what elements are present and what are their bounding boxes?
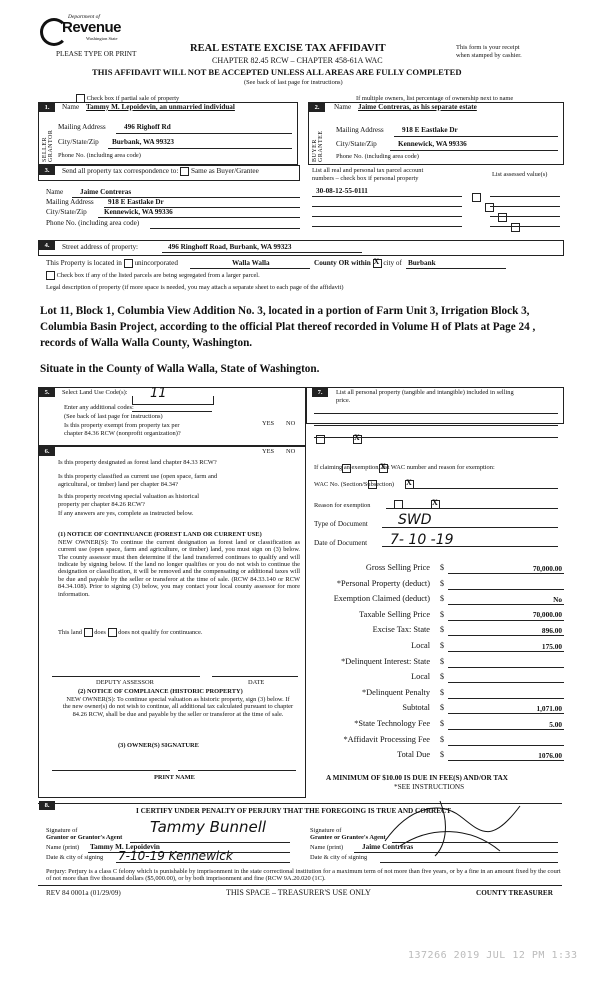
legal-label: Legal description of property (if more space is needed, you may attach a separate sheet to each page of the affidavit) [46, 284, 344, 291]
section-1-number: 1. [39, 103, 55, 112]
receipt-note-1: This form is your receipt [456, 44, 520, 51]
exempt-q1: Is this property exempt from property tax per [64, 422, 180, 429]
exempt-yes-label: YES [262, 420, 275, 427]
fee-label-2: Exemption Claimed (deduct) [333, 594, 430, 604]
notice-compliance-title: (2) NOTICE OF COMPLIANCE (HISTORIC PROPERTY) [78, 688, 243, 695]
fee-value-12[interactable]: 1076.00 [538, 750, 562, 760]
legal-description: Lot 11, Block 1, Columbia View Addition No. 3, located in a portion of Farm Unit 3, Irrigation Block 3, Columbia Basin Project, according to the official Plat thereof recorded in Volume H of Plats at Page 24 , records of Walla Walla County, Washington. [40, 305, 536, 350]
fee-dollar-1: $ [440, 578, 444, 588]
fee-value-10[interactable]: 5.00 [549, 719, 562, 729]
segregated-checkbox[interactable] [46, 271, 55, 280]
tax-mailing[interactable]: 918 E Eastlake Dr [108, 198, 164, 206]
section-3-number: 3. [39, 166, 55, 175]
fee-value-3[interactable]: 70,000.00 [532, 610, 562, 620]
dor-logo [40, 14, 120, 44]
section-2-number: 2. [309, 103, 325, 112]
fee-label-11: *Affidavit Processing Fee [343, 734, 430, 744]
fee-value-2[interactable]: No [553, 594, 562, 604]
tax-name[interactable]: Jaime Contreras [80, 188, 132, 196]
parcel-list-label-1: List all real and personal tax parcel account [312, 167, 424, 174]
parcel-checkbox-1[interactable] [472, 193, 481, 202]
exempt-no-label: NO [286, 420, 296, 427]
assessed-value-label: List assessed value(s) [492, 171, 548, 178]
land-use-value[interactable]: 11 [150, 386, 167, 401]
grantee-name-label: Name (print) [310, 844, 344, 851]
buyer-mailing-label: Mailing Address [336, 126, 384, 134]
personal-property-label-1: List all personal property (tangible and intangible) included in selling [336, 389, 514, 396]
grantee-sig-label-1: Signature of [310, 827, 342, 834]
logo-main: Revenue [62, 19, 122, 36]
fee-value-5[interactable]: 175.00 [541, 641, 562, 651]
partial-sale-row[interactable]: Check box if partial sale of property [76, 94, 179, 103]
tax-name-label: Name [46, 188, 64, 196]
section-7-number: 7. [312, 388, 328, 397]
land-does-not-checkbox[interactable] [108, 628, 117, 637]
current-use-q1: Is this property classified as current use (open space, farm and [58, 473, 218, 480]
notice-continuance-title: (1) NOTICE OF CONTINUANCE (FOREST LAND OR CURRENT USE) [58, 531, 262, 538]
fee-value-9[interactable]: 1,071.00 [536, 703, 562, 713]
section-4-number: 4. [39, 241, 55, 250]
current-use-q2: agricultural, or timber) land per chapter 84.34? [58, 481, 178, 488]
see-back-5: (See back of last page for instructions) [64, 413, 163, 420]
located-row: This Property is located in unincorporated [46, 259, 178, 268]
unincorporated-checkbox[interactable] [124, 259, 133, 268]
city-name[interactable]: Burbank [408, 259, 436, 267]
notice-compliance-body: NEW OWNER(S): To continue special valuation as historic property, sign (3) below. If the new owner(s) do not wish to continue, all additional tax calculated pursuant to chapter 84.26 RCW, shall be due and payable by the seller or transferor at the time of sale. [62, 696, 294, 718]
rev-number: REV 84 0001a (01/29/09) [46, 889, 121, 897]
buyer-city[interactable]: Kennewick, WA 99336 [398, 140, 467, 148]
fee-label-9: Subtotal [402, 703, 430, 713]
seller-phone-label: Phone No. (including area code) [58, 152, 141, 159]
seller-vertical-label: SELLER GRANTOR [42, 129, 54, 162]
grantor-date-label: Date & city of signing [46, 854, 104, 861]
doc-date-label: Date of Document [314, 539, 368, 547]
logo-dept: Department of [68, 14, 100, 20]
fee-label-3: Taxable Selling Price [359, 609, 430, 619]
perjury-statement: Perjury: Perjury is a class C felony which is punishable by imprisonment in the state correctional institution for a maximum term of not more than five years, or by a fine in an amount fixed by the court of not more than five thousand dollars ($5,000.00), or by both imprisonment and fine (RCW 9A.20.020 (1C). [46, 868, 561, 883]
grantor-name[interactable]: Tammy M. Lepoidevin [90, 843, 160, 851]
buyer-city-label: City/State/Zip [336, 140, 377, 148]
fee-label-4: Excise Tax: State [372, 625, 430, 635]
type-or-print: PLEASE TYPE OR PRINT [56, 50, 137, 58]
grantor-date-value[interactable]: 7-10-19 Kennewick [118, 849, 233, 863]
seller-mailing-label: Mailing Address [58, 123, 106, 131]
personal-property-label-2: price. [336, 397, 351, 404]
multiple-owners-note: If multiple owners, list percentage of ownership next to name [356, 95, 514, 102]
doc-type-value[interactable]: SWD [398, 512, 432, 528]
owner-signature-label: (3) OWNER(S) SIGNATURE [118, 742, 199, 749]
form-title: REAL ESTATE EXCISE TAX AFFIDAVIT [190, 43, 386, 54]
seller-city[interactable]: Burbank, WA 99323 [112, 138, 174, 146]
grantor-sig-label-1: Signature of [46, 827, 78, 834]
land-use-label: Select Land Use Code(s): [62, 389, 128, 396]
parcel-checkbox-3[interactable] [498, 213, 507, 222]
certify-statement: I CERTIFY UNDER PENALTY OF PERJURY THAT THE FOREGOING IS TRUE AND CORRECT [136, 807, 451, 815]
fee-dollar-7: $ [440, 672, 444, 682]
buyer-vertical-label: BUYER GRANTEE [312, 130, 324, 162]
s6-yes-label: YES [262, 448, 275, 455]
parcel-number[interactable]: 30-08-12-55-0111 [316, 187, 368, 195]
fee-value-4[interactable]: 896.00 [541, 625, 562, 635]
see-back-note: (See back of last page for instructions) [244, 79, 343, 86]
grantee-name[interactable]: Jaime Contreras [362, 843, 414, 851]
tax-mailing-label: Mailing Address [46, 198, 94, 206]
fee-dollar-5: $ [440, 641, 444, 650]
historic-q1: Is this property receiving special valuation as historical [58, 493, 200, 500]
fee-dollar-0: $ [440, 563, 444, 572]
send-correspondence: Send all property tax correspondence to: Same as Buyer/Grantee [62, 167, 259, 176]
seller-mailing[interactable]: 496 Righoff Rd [124, 123, 171, 131]
historic-q2: property per chapter 84.26 RCW? [58, 501, 145, 508]
seller-name[interactable]: Tammy M. Lepoidevin, an unmarried individual [86, 103, 235, 111]
doc-type-label: Type of Document [314, 520, 368, 528]
buyer-name[interactable]: Jaime Contreras, as his separate estate [358, 103, 477, 111]
form-chapter: CHAPTER 82.45 RCW – CHAPTER 458-61A WAC [212, 56, 383, 65]
fee-dollar-2: $ [440, 594, 444, 604]
fee-dollar-8: $ [440, 687, 444, 697]
wac-number-label: WAC No. (Section/Subsection) [314, 481, 395, 488]
receipt-note-2: when stamped by cashier. [456, 52, 522, 59]
fee-dollar-6: $ [440, 656, 444, 666]
section-8-number: 8. [39, 801, 55, 810]
tax-city-label: City/State/Zip [46, 208, 87, 216]
fee-label-1: *Personal Property (deduct) [336, 578, 430, 588]
fee-label-5: Local [411, 641, 430, 650]
additional-codes-label: Enter any additional codes: [64, 404, 134, 411]
grantor-signature[interactable]: Tammy Bunnell [150, 818, 267, 836]
section-6-number: 6. [39, 447, 55, 456]
fee-label-7: Local [411, 672, 430, 682]
buyer-phone-label: Phone No. (including area code) [336, 153, 419, 160]
county-treasurer: COUNTY TREASURER [476, 889, 553, 897]
tax-phone-label: Phone No. (including area code) [46, 219, 140, 227]
buyer-mailing[interactable]: 918 E Eastlake Dr [402, 126, 458, 134]
land-qualify-row: This land does does not qualify for continuance. [58, 628, 203, 636]
forest-land-q: Is this property designated as forest land chapter 84.33 RCW? [58, 459, 217, 466]
fee-dollar-10: $ [440, 719, 444, 728]
grantee-sig-label-2: Grantee or Grantee's Agent [310, 834, 386, 841]
fee-value-0[interactable]: 70,000.00 [532, 563, 562, 573]
fee-dollar-9: $ [440, 703, 444, 713]
county-or-within: County OR within X city of [314, 259, 402, 268]
grantee-date-label: Date & city of signing [310, 854, 368, 861]
county-name[interactable]: Walla Walla [232, 259, 270, 267]
fee-dollar-11: $ [440, 734, 444, 744]
exempt-q2: chapter 84.36 RCW (nonprofit organization)? [64, 430, 181, 437]
deputy-date-label: DATE [248, 679, 265, 686]
buyer-name-label: Name [334, 103, 352, 111]
reason-label: Reason for exemption [314, 502, 371, 509]
print-name-label: PRINT NAME [154, 774, 195, 781]
logo-state: Washington State [86, 36, 118, 41]
see-instructions-note: *SEE INSTRUCTIONS [394, 783, 465, 791]
form-warning: THIS AFFIDAVIT WILL NOT BE ACCEPTED UNLESS ALL AREAS ARE FULLY COMPLETED [92, 67, 462, 77]
deputy-assessor-label: DEPUTY ASSESSOR [96, 679, 154, 686]
minimum-due-note: A MINIMUM OF $10.00 IS DUE IN FEE(S) AND/OR TAX [326, 774, 508, 782]
situate-county: Situate in the County of Walla Walla, State of Washington. [40, 363, 320, 375]
land-does-checkbox[interactable] [84, 628, 93, 637]
segregated-row[interactable]: Check box if any of the listed parcels are being segregated from a larger parcel. [46, 271, 260, 280]
same-as-buyer-checkbox[interactable] [180, 167, 189, 176]
street-address[interactable]: 496 Ringhoff Road, Burbank, WA 99323 [168, 243, 292, 251]
tax-city[interactable]: Kennewick, WA 99336 [104, 208, 173, 216]
notice-continuance-body: NEW OWNER(S): To continue the current designation as forest land or classification as current use (open space, farm and agriculture, or timber) land, you must sign on (3) below. The county assessor must then determine if the land transferred continues to qualify and will indicate by signing below. If the land no longer qualifies or you do not wish to continue the designation or classification, it will be removed and the compensating or additional taxes will be due and payable by the seller or transferor at the time of sale. (RCW 84.33.140 or RCW 84.34.108). Prior to signing (3) below, you may contact your local county assessor for more information. [58, 539, 300, 598]
within-city-checkbox[interactable] [373, 259, 382, 268]
s6-no-label: NO [286, 448, 296, 455]
fee-dollar-4: $ [440, 625, 444, 635]
fee-label-0: Gross Selling Price [365, 563, 430, 572]
doc-date-value[interactable]: 7- 10 -19 [390, 532, 454, 548]
seller-name-label: Name [62, 103, 80, 111]
grantor-sig-label-2: Grantor or Grantor's Agent [46, 834, 123, 841]
if-yes-note: If any answers are yes, complete as instructed below. [58, 510, 194, 517]
seller-city-label: City/State/Zip [58, 138, 99, 146]
fee-dollar-3: $ [440, 609, 444, 619]
grantor-name-label: Name (print) [46, 844, 80, 851]
treasurer-stamp: 137266 2019 JUL 12 PM 1:33 [408, 950, 578, 961]
wac-label: If claiming an exemption, list WAC number and reason for exemption: [314, 464, 495, 471]
treasurer-space: THIS SPACE – TREASURER'S USE ONLY [226, 888, 371, 897]
fee-label-6: *Delinquent Interest: State [341, 656, 430, 666]
street-label: Street address of property: [62, 243, 139, 251]
fee-label-8: *Delinquent Penalty [362, 687, 430, 697]
section-5-number: 5. [39, 388, 55, 397]
parcel-checkbox-2[interactable] [485, 203, 494, 212]
fee-label-10: *State Technology Fee [354, 719, 430, 728]
fee-label-12: Total Due [397, 750, 430, 760]
fee-dollar-12: $ [440, 750, 444, 760]
parcel-checkbox-4[interactable] [511, 223, 520, 232]
parcel-list-label-2: numbers – check box if personal property [312, 175, 419, 182]
